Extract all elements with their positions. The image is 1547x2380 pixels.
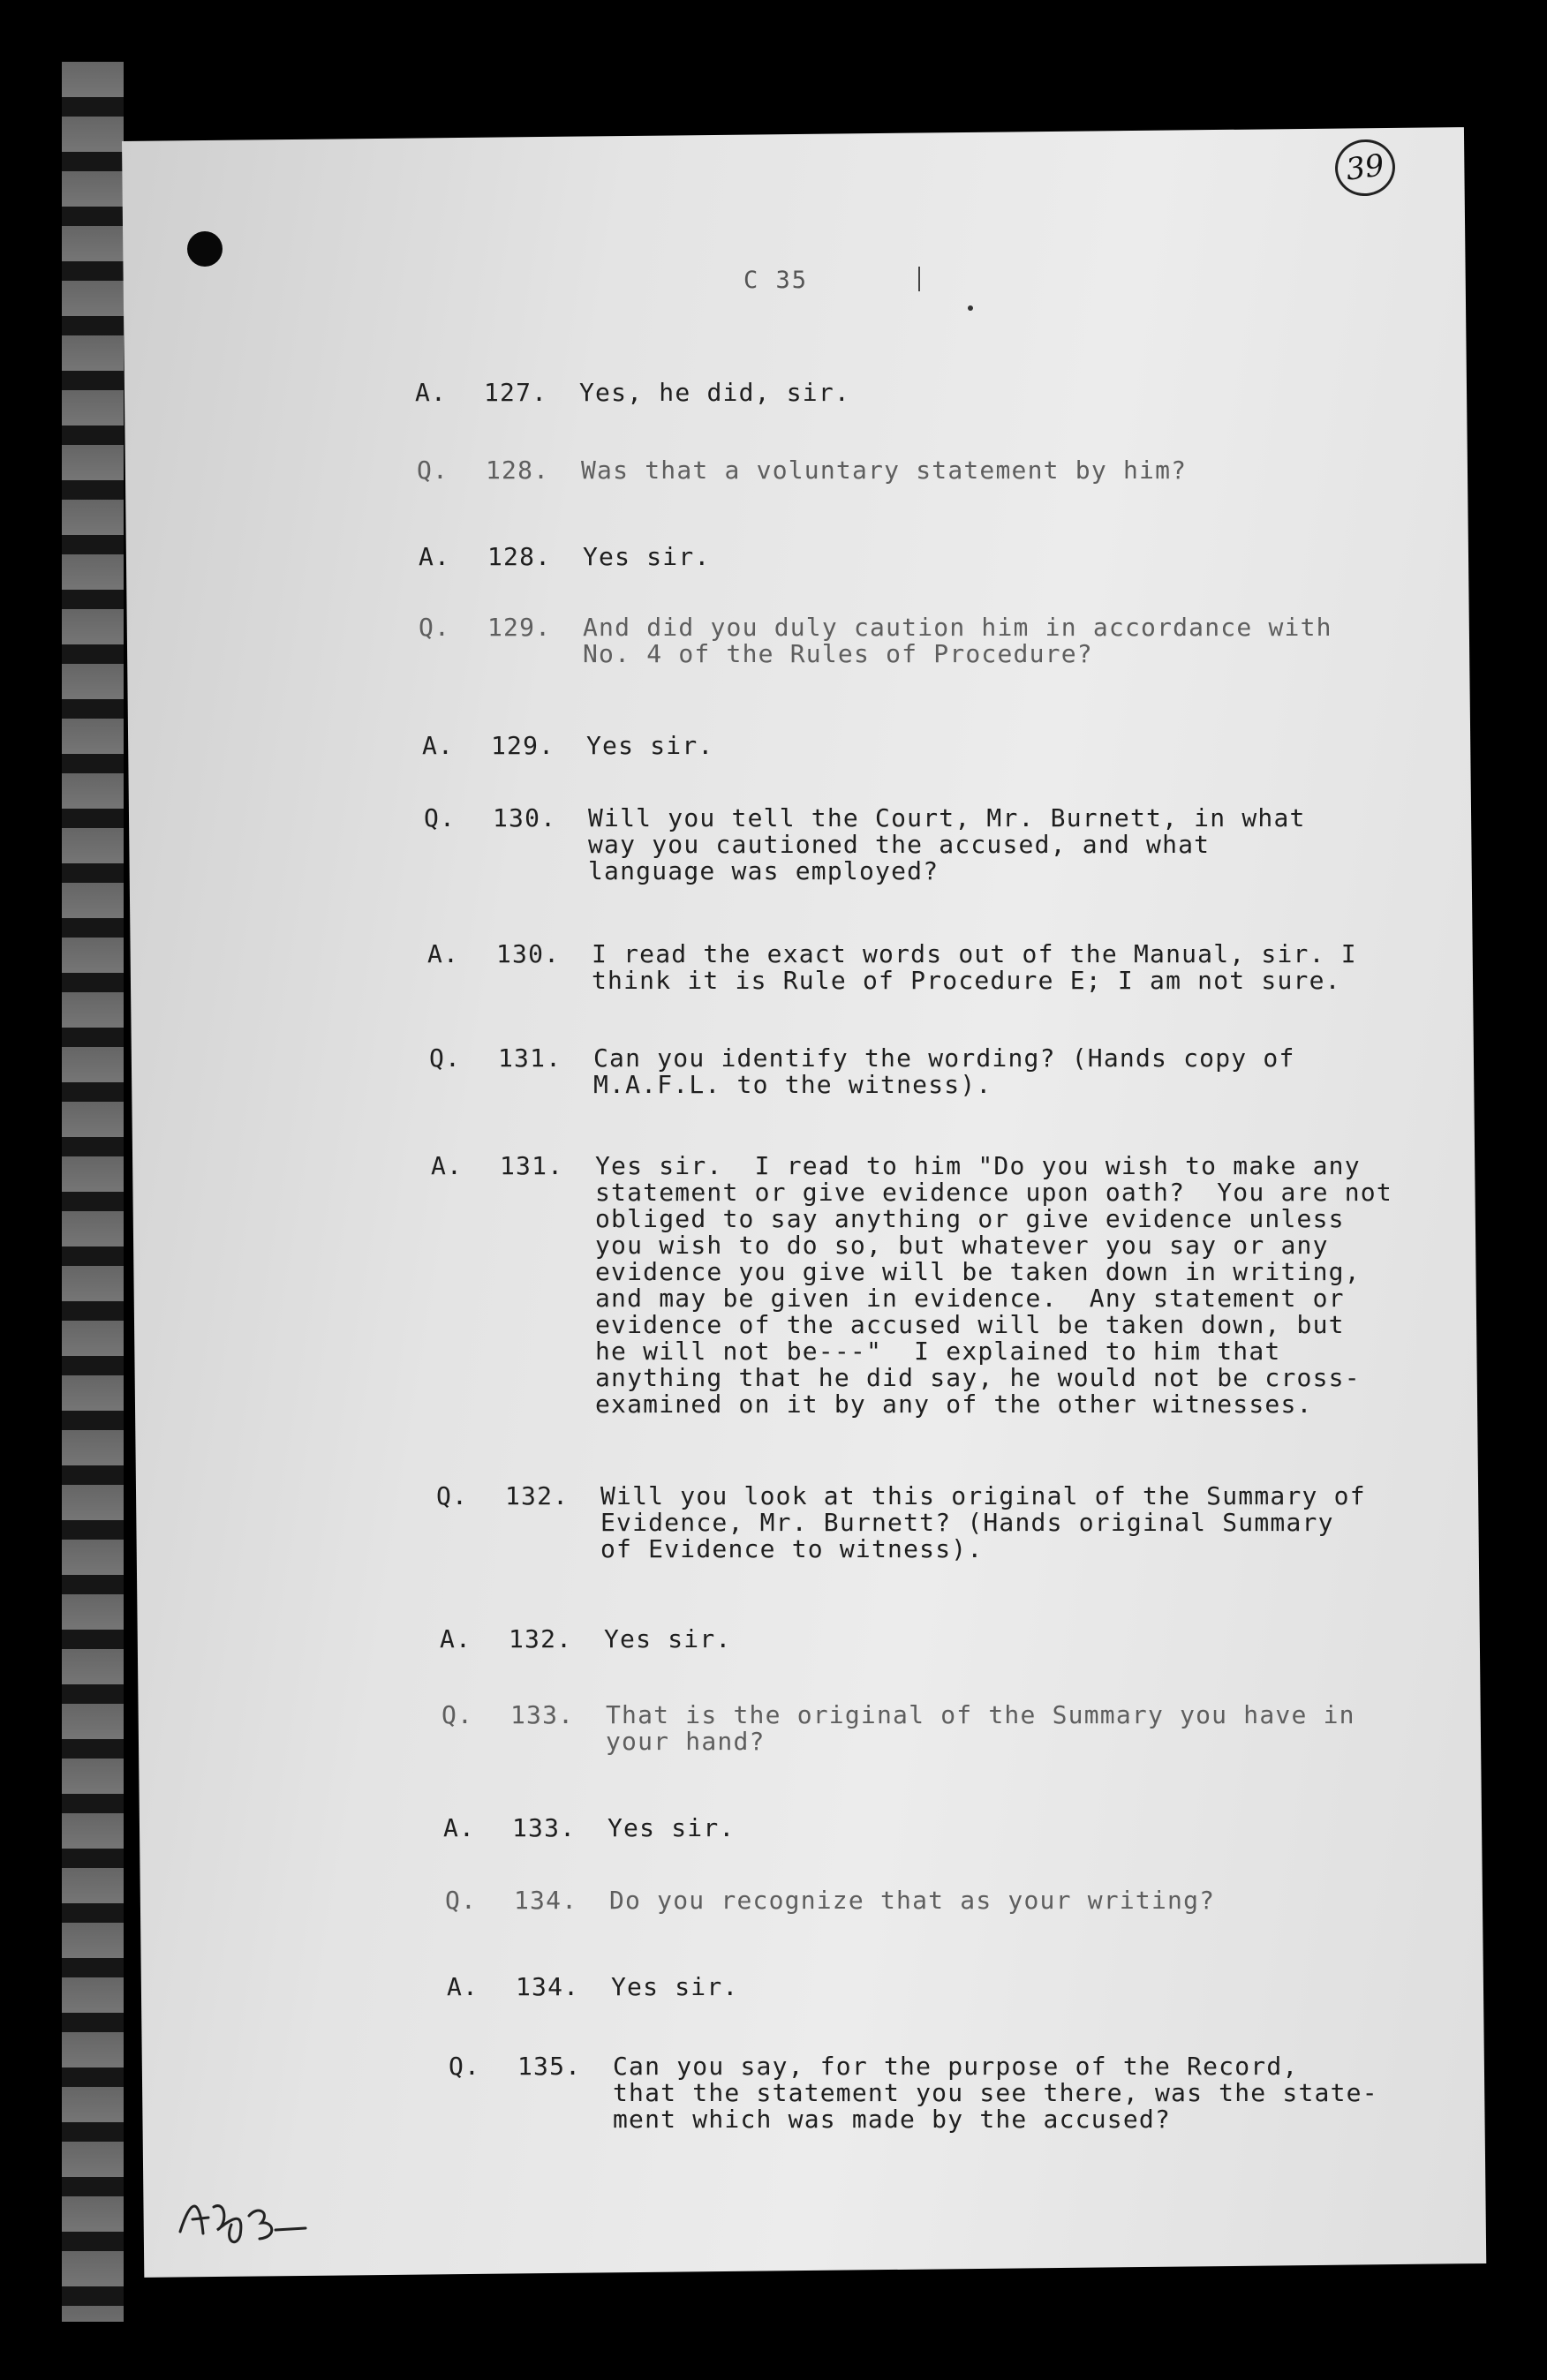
- page-number: 39: [1332, 136, 1399, 200]
- entry-text: Can you say, for the purpose of the Record, that the statement you see there, was the state- ment which was made by the accused?: [613, 2052, 1378, 2134]
- entry-q-130: [424, 805, 1436, 885]
- entry-tag: A.: [440, 1624, 472, 1653]
- entry-number: 132.: [509, 1624, 573, 1653]
- entry-text: I read the exact words out of the Manual, sir. I think it is Rule of Procedure E; I am not sure.: [592, 939, 1357, 995]
- entry-text: Yes sir. I read to him "Do you wish to make any statement or give evidence upon oath? You are not obliged to say anything or give evidence unless you wish to do so, but whatever you say or any evidence you give will be taken down in writing, and may be given in evidence. Any statement or evidence of the accused will be taken down, but he will not be---" I explained to him that anything that he did say, he would not be cross- examined on it by any of the other witnesses.: [595, 1151, 1392, 1419]
- entry-a-134: [447, 1974, 1459, 2000]
- entry-number: 133.: [512, 1813, 577, 1842]
- entry-text: Yes sir.: [604, 1624, 732, 1653]
- entry-number: 135.: [517, 2052, 582, 2081]
- entry-text: Will you look at this original of the Summary of Evidence, Mr. Burnett? (Hands original Summary of Evidence to witness).: [600, 1481, 1366, 1563]
- page-header: C 35: [743, 267, 809, 294]
- entry-number: 134.: [516, 1972, 580, 2001]
- entry-tag: A.: [415, 378, 448, 407]
- entry-a-127: [415, 380, 1427, 406]
- entry-tag: A.: [447, 1972, 479, 2001]
- entry-number: 134.: [514, 1886, 578, 1915]
- entry-tag: Q.: [436, 1481, 469, 1510]
- initials-scribble-icon: [173, 2180, 314, 2251]
- entry-tag: Q.: [445, 1886, 478, 1915]
- entry-a-129: [422, 733, 1434, 759]
- entry-tag: A.: [427, 939, 460, 968]
- entry-text: Will you tell the Court, Mr. Burnett, in what way you cautioned the accused, and what language was employed?: [588, 803, 1306, 885]
- entry-a-132: [440, 1626, 1452, 1653]
- entry-tag: Q.: [429, 1043, 462, 1073]
- entry-tag: Q.: [424, 803, 457, 832]
- entry-q-131: [429, 1045, 1441, 1098]
- entry-q-134: [445, 1887, 1457, 1914]
- entry-text: And did you duly caution him in accordance with No. 4 of the Rules of Procedure?: [583, 613, 1332, 668]
- entry-number: 133.: [510, 1700, 575, 1729]
- entry-q-132: [436, 1483, 1448, 1563]
- entry-text: Yes sir.: [583, 542, 711, 571]
- entry-number: 127.: [484, 378, 548, 407]
- entry-number: 130.: [496, 939, 561, 968]
- entry-text: That is the original of the Summary you have in your hand?: [606, 1700, 1355, 1756]
- entry-q-133: [441, 1702, 1453, 1755]
- entry-tag: A.: [422, 731, 455, 760]
- entry-text: Can you identify the wording? (Hands copy of M.A.F.L. to the witness).: [593, 1043, 1295, 1099]
- entry-number: 128.: [486, 456, 550, 485]
- entry-tag: Q.: [449, 2052, 481, 2081]
- entry-text: Was that a voluntary statement by him?: [581, 456, 1188, 485]
- entry-text: Yes sir.: [586, 731, 714, 760]
- entry-a-133: [443, 1815, 1455, 1841]
- entry-tag: A.: [431, 1151, 464, 1180]
- entry-number: 131.: [498, 1043, 562, 1073]
- entry-text: Do you recognize that as your writing?: [609, 1886, 1216, 1915]
- entry-tag: Q.: [441, 1700, 474, 1729]
- entry-tag: Q.: [417, 456, 449, 485]
- entry-tag: A.: [443, 1813, 476, 1842]
- entry-text: Yes, he did, sir.: [579, 378, 850, 407]
- entry-text: Yes sir.: [611, 1972, 739, 2001]
- entry-number: 128.: [487, 542, 552, 571]
- entry-number: 129.: [487, 613, 552, 642]
- entry-a-131: [431, 1153, 1443, 1418]
- entry-number: 132.: [505, 1481, 570, 1510]
- entry-tag: A.: [419, 542, 451, 571]
- handwritten-initials: [173, 2180, 314, 2251]
- entry-q-129: [419, 614, 1430, 667]
- entry-number: 129.: [491, 731, 555, 760]
- entry-number: 131.: [500, 1151, 564, 1180]
- entry-a-128: [419, 544, 1430, 570]
- entry-tag: Q.: [419, 613, 451, 642]
- entry-q-135: [449, 2053, 1460, 2133]
- entry-q-128: [417, 457, 1429, 484]
- entry-a-130: [427, 941, 1439, 994]
- entry-number: 130.: [493, 803, 557, 832]
- entry-text: Yes sir.: [607, 1813, 736, 1842]
